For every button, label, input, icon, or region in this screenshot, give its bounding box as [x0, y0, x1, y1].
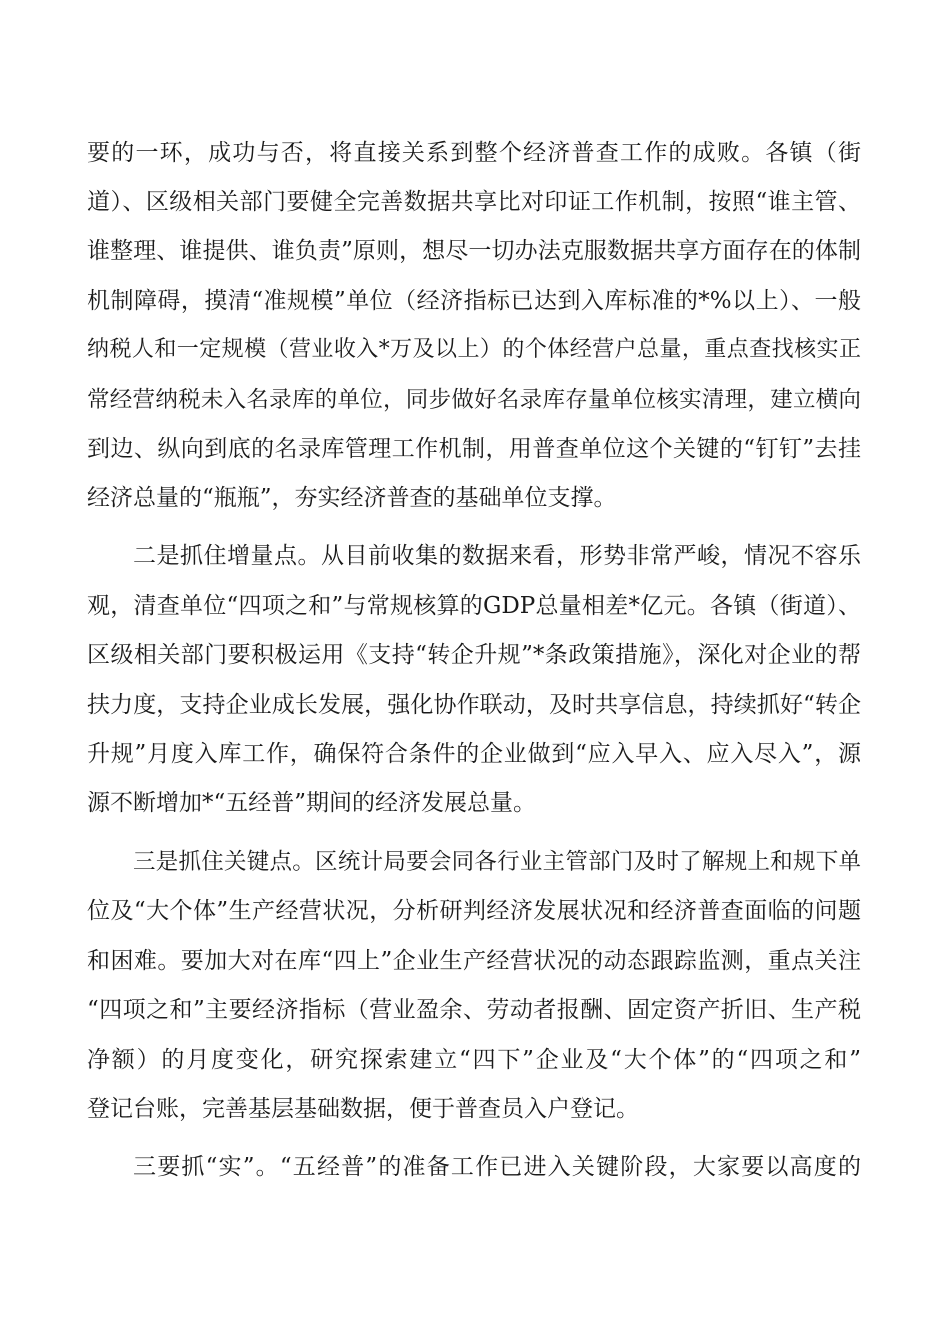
text-line: 源不断增加*“五经普”期间的经济发展总量。: [87, 790, 537, 816]
text-line: 观，清查单位“四项之和”与常规核算的GDP总量相差*亿元。各镇（街道）、: [87, 593, 861, 619]
text-line: 到边、纵向到底的名录库管理工作机制，用普查单位这个关键的“钉钉”去挂: [87, 436, 861, 462]
text-line: 三是抓住关键点。区统计局要会同各行业主管部门及时了解规上和规下单: [133, 849, 861, 875]
text-line: 三要抓“实”。“五经普”的准备工作已进入关键阶段，大家要以高度的: [133, 1154, 861, 1180]
text-line: “四项之和”主要经济指标（营业盈余、劳动者报酬、固定资产折旧、生产税: [87, 997, 861, 1023]
text-line: 位及“大个体”生产经营状况，分析研判经济发展状况和经济普查面临的问题: [87, 898, 861, 924]
text-line: 区级相关部门要积极运用《支持“转企升规”*条政策措施》，深化对企业的帮: [87, 642, 861, 668]
text-line: 谁整理、谁提供、谁负责”原则，想尽一切办法克服数据共享方面存在的体制: [87, 238, 861, 264]
text-line: 升规”月度入库工作，确保符合条件的企业做到“应入早入、应入尽入”，源: [87, 741, 861, 767]
text-line: 扶力度，支持企业成长发展，强化协作联动，及时共享信息，持续抓好“转企: [87, 692, 861, 718]
text-line: 纳税人和一定规模（营业收入*万及以上）的个体经营户总量，重点查找核实正: [87, 337, 861, 362]
text-line: 和困难。要加大对在库“四上”企业生产经营状况的动态跟踪监测，重点关注: [87, 948, 861, 974]
text-line: 常经营纳税未入名录库的单位，同步做好名录库存量单位核实清理，建立横向: [87, 387, 861, 413]
text-line: 机制障碍，摸清“准规模”单位（经济指标已达到入库标准的*%以上）、一般: [87, 288, 861, 314]
text-line: 二是抓住增量点。从目前收集的数据来看，形势非常严峻，情况不容乐: [133, 543, 861, 569]
text-line: 道）、区级相关部门要健全完善数据共享比对印证工作机制，按照“谁主管、: [87, 189, 861, 215]
text-line: 登记台账，完善基层基础数据，便于普查员入户登记。: [87, 1096, 639, 1122]
text-line: 要的一环，成功与否，将直接关系到整个经济普查工作的成败。各镇（街: [87, 140, 861, 166]
text-line: 净额）的月度变化，研究探索建立“四下”企业及“大个体”的“四项之和”: [87, 1047, 861, 1073]
text-line: 经济总量的“瓶瓶”，夯实经济普查的基础单位支撑。: [87, 485, 617, 511]
